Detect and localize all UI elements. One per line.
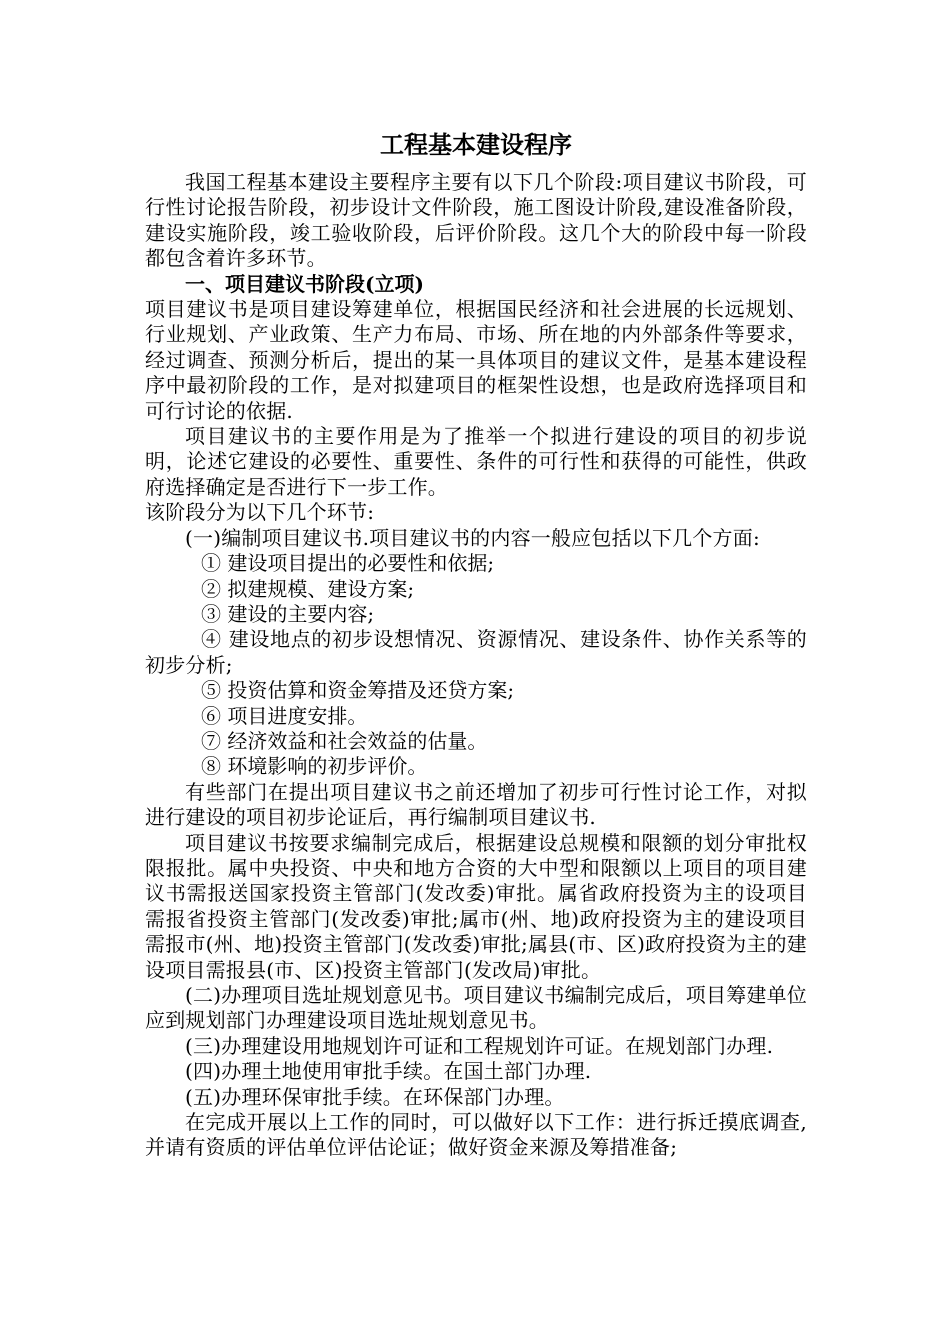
paragraph-preliminary-feasibility: 有些部门在提出项目建议书之前还增加了初步可行性讨论工作，对拟进行建设的项目初步论证后，再行编制项目建议书. <box>145 779 807 830</box>
document-page <box>145 130 807 1161</box>
step-1-compile-proposal: (一)编制项目建议书.项目建议书的内容一般应包括以下几个方面: <box>185 525 760 550</box>
step-3-planning-permit: (三)办理建设用地规划许可证和工程规划许可证。在规划部门办理. <box>185 1033 774 1058</box>
list-item: ③ 建设的主要内容; <box>201 601 375 626</box>
list-item: ⑧ 环境影响的初步评价。 <box>201 754 428 779</box>
intro-paragraph: 我国工程基本建设主要程序主要有以下几个阶段:项目建议书阶段，可行性讨论报告阶段，初步设计文件阶段，施工图设计阶段,建设准备阶段，建设实施阶段，竣工验收阶段，后评价阶段。这几个大的阶段中每一阶段都包含着许多环节。 <box>145 170 807 271</box>
step-2-site-selection: (二)办理项目选址规划意见书。项目建议书编制完成后，项目筹建单位应到规划部门办理建设项目选址规划意见书。 <box>145 983 808 1033</box>
list-item: ① 建设项目提出的必要性和依据; <box>201 551 495 576</box>
paragraph-stage-steps: 该阶段分为以下几个环节: <box>145 500 375 525</box>
document-title: 工程基本建设程序 <box>380 130 572 159</box>
paragraph-proposal-purpose: 项目建议书的主要作用是为了推举一个拟进行建设的项目的初步说明，论述它建设的必要性、重要性、条件的可行性和获得的可能性，供政府选择确定是否进行下一步工作。 <box>145 424 807 499</box>
section-heading-project-proposal: 一、项目建议书阶段(立项) <box>185 271 424 296</box>
list-item: ⑦ 经济效益和社会效益的估量。 <box>201 728 488 753</box>
paragraph-approval-authority: 项目建议书按要求编制完成后，根据建设总规模和限额的划分审批权限报批。属中央投资、中央和地方合资的大中型和限额以上项目的项目建议书需报送国家投资主管部门(发改委)审批。属省政府投资为主的设项目需报省投资主管部门(发改委)审批;属市(州、地)政府投资为主的建设项目需报市(州、地)投资主管部门(发改委)审批;属县(市、区)政府投资为主的建设项目需报县(市、区)投资主管部门(发改局)审批。 <box>145 830 807 982</box>
list-item: ⑤ 投资估算和资金筹措及还贷方案; <box>201 678 515 703</box>
list-item: ② 拟建规模、建设方案; <box>201 576 415 601</box>
paragraph-parallel-work: 在完成开展以上工作的同时，可以做好以下工作：进行拆迁摸底调查,并请有资质的评估单位评估论证；做好资金来源及筹措准备; <box>145 1110 807 1160</box>
step-5-environmental-approval: (五)办理环保审批手续。在环保部门办理。 <box>185 1084 565 1109</box>
paragraph-proposal-definition: 项目建议书是项目建设筹建单位，根据国民经济和社会进展的长远规划、行业规划、产业政策、生产力布局、市场、所在地的内外部条件等要求，经过调查、预测分析后，提出的某一具体项目的建议文件，是基本建设程序中最初阶段的工作，是对拟建项目的框架性设想，也是政府选择项目和可行讨论的依据. <box>145 297 807 423</box>
list-item: ⑥ 项目进度安排。 <box>201 703 368 728</box>
step-4-land-approval: (四)办理土地使用审批手续。在国土部门办理. <box>185 1059 592 1084</box>
list-item: ④ 建设地点的初步设想情况、资源情况、建设条件、协作关系等的初步分析; <box>145 627 807 677</box>
